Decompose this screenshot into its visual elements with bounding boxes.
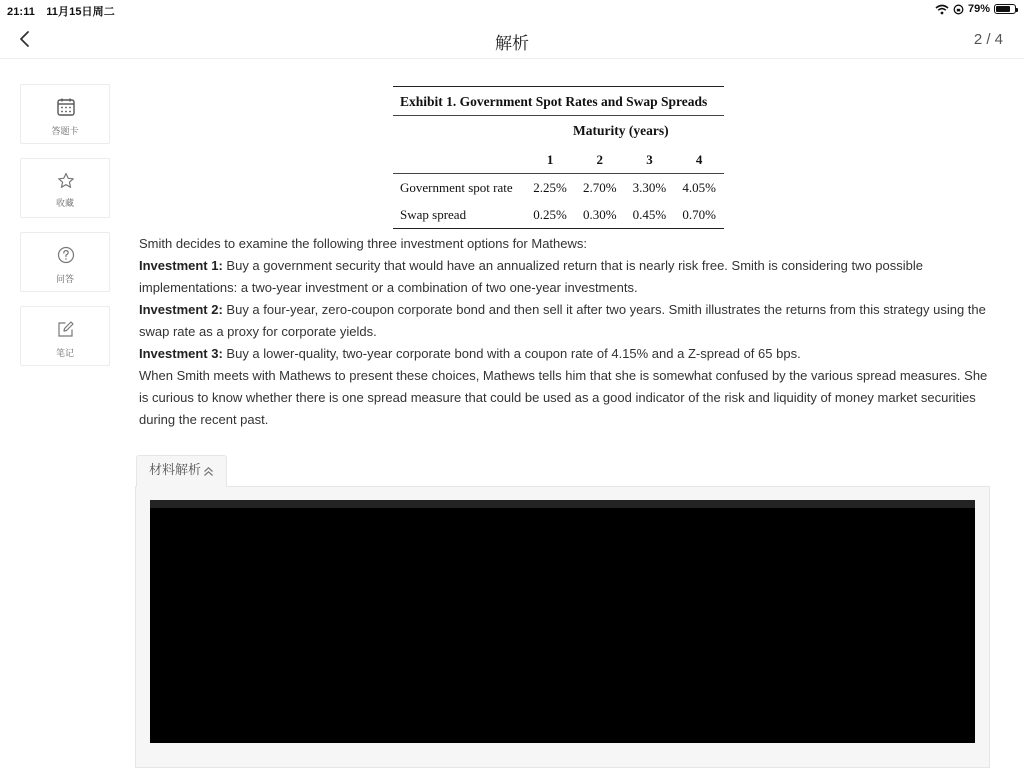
table-cell: 2.70% [582,179,617,195]
edit-note-icon [56,319,76,339]
exhibit-table [393,86,724,229]
table-cell: 0.45% [632,206,667,222]
notes-button[interactable] [20,306,110,366]
table-cell: 0.30% [582,206,617,222]
row-label: Swap spread [400,206,467,222]
nav-bar [0,20,1024,59]
battery-icon [994,4,1016,14]
video-player[interactable] [150,500,975,743]
notes-label: 笔记 [55,349,74,359]
investment-2-label: Investment 2: [139,302,223,317]
battery-percent: 79% [967,3,990,15]
material-analysis-tab[interactable] [136,455,227,487]
investment-3-label: Investment 3: [139,346,223,361]
investment-2-paragraph [139,299,989,343]
status-right [935,3,1016,15]
investment-1-label: Investment 1: [139,258,223,273]
status-time: 21:11 [7,6,36,18]
answer-card-label: 答题卡 [51,127,79,137]
column-header: 3 [646,151,653,167]
calendar-grid-icon [56,97,76,117]
table-cell: 0.25% [533,206,567,222]
star-icon [56,171,76,191]
column-header: 4 [695,151,703,167]
page-indicator: 2 / 4 [973,31,1003,48]
investment-3-text: Buy a lower-quality, two-year corporate bond with a coupon rate of 4.15% and a Z-spread of 65 bps. [222,346,801,361]
row-label: Government spot rate [400,179,513,195]
closing-paragraph: When Smith meets with Mathews to present these choices, Mathews tells him that she is somewhat confused by the various spread measures. She is curious to know whether there is one spread measure that could be used as a good indicator of the risk and liquidity of money market securities during the recent past. [139,368,988,427]
favorite-label: 收藏 [55,199,74,209]
table-row [393,201,724,228]
status-left [7,3,123,19]
page-title: 解析 [495,34,529,54]
exhibit-title: Exhibit 1. Government Spot Rates and Swap Spreads [400,94,708,109]
investment-3-paragraph [139,343,989,365]
status-date: 11月15日周二 [46,6,115,18]
qa-button[interactable] [20,232,110,292]
table-bottom-rule [393,228,724,229]
investment-1-paragraph [139,255,989,299]
maturity-header: Maturity (years) [573,123,669,138]
column-header: 1 [546,151,554,167]
table-row [393,174,724,201]
investment-1-text: Buy a government security that would have an annualized return that is nearly risk free. Smith is considering two possible implementations: a two-year investment or a combination of two one-year investments. [139,258,924,295]
table-cell: 4.05% [682,179,716,195]
table-cell: 0.70% [682,206,716,222]
answer-card-button[interactable] [20,84,110,144]
material-analysis-label: 材料解析 [149,463,202,478]
intro-paragraph: Smith decides to examine the following three investment options for Mathews: [139,236,588,251]
status-bar [0,0,1024,20]
question-circle-icon [56,245,76,265]
qa-label: 问答 [55,275,74,285]
table-cell: 2.25% [533,179,567,195]
table-header-row [393,146,724,173]
question-material [139,233,989,431]
investment-2-text: Buy a four-year, zero-coupon corporate bond and then sell it after two years. Smith illustrates the returns from this strategy using the swap rate as a proxy for corporate yields. [139,302,986,339]
table-cell: 3.30% [632,179,667,195]
column-header: 2 [596,151,604,167]
double-chevron-up-icon [203,466,214,477]
wifi-icon [935,4,949,15]
battery-fill [996,6,1010,12]
rotation-lock-icon [953,4,964,15]
favorite-button[interactable] [20,158,110,218]
